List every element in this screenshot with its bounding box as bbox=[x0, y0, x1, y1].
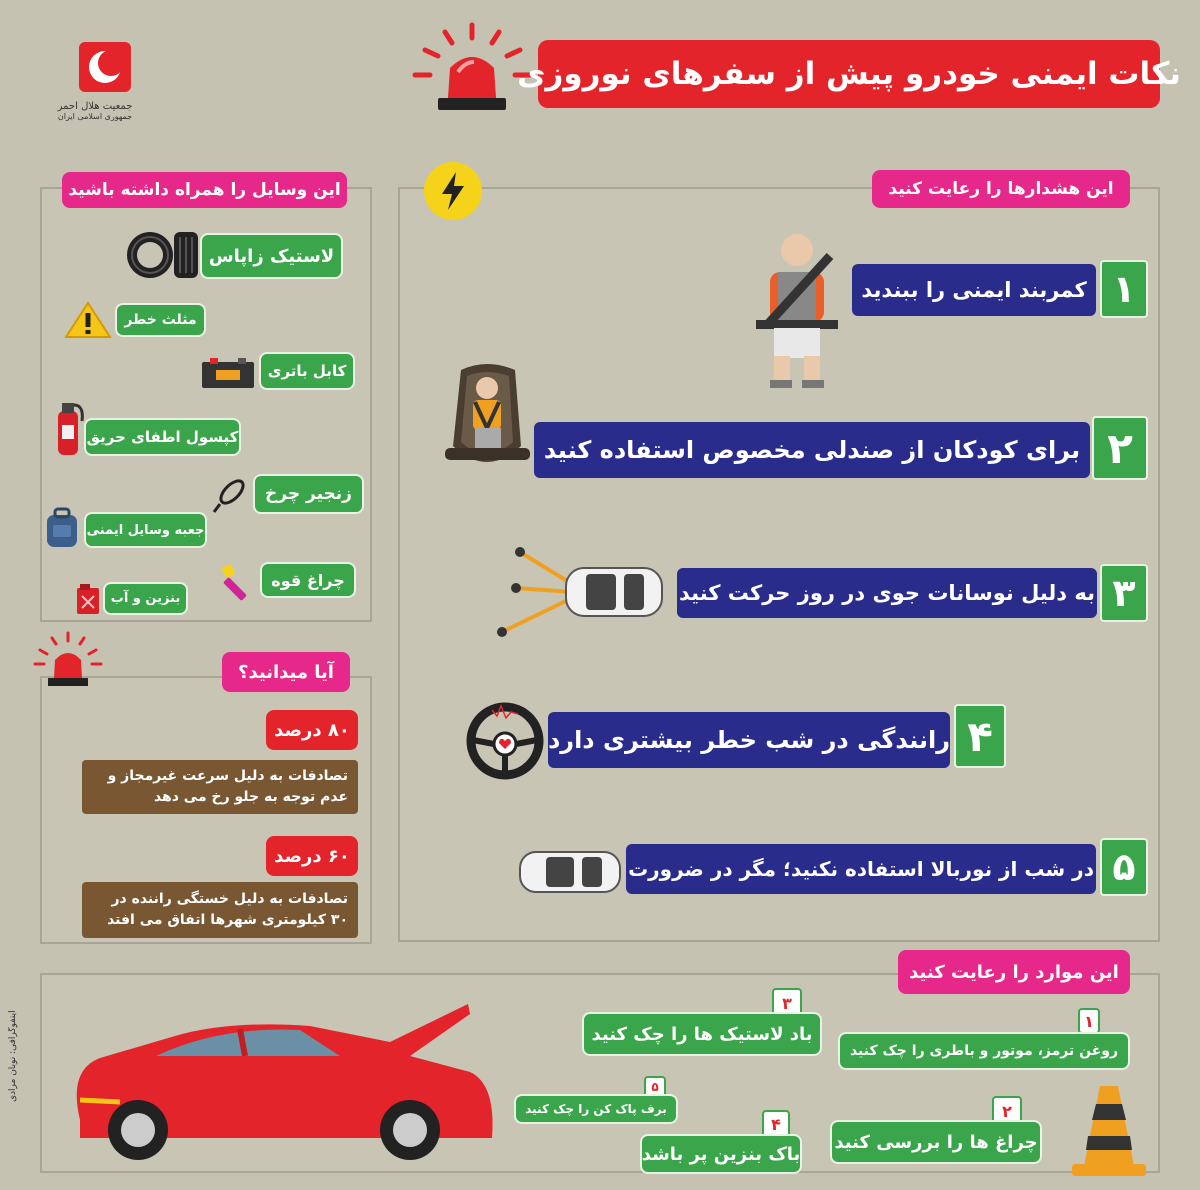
fact-1-text: تصادفات به دلیل سرعت غیرمجاز و عدم توجه به جلو رخ می دهد bbox=[82, 760, 358, 814]
fact-2-text: تصادفات به دلیل خستگی راننده در ۳۰ کیلومتری شهرها اتفاق می افتد bbox=[82, 882, 358, 938]
check-3-number: ۳ bbox=[772, 988, 802, 1018]
equipment-item-safety-kit: جعبه وسایل ایمنی bbox=[84, 512, 207, 548]
equipment-title: این وسایل را همراه داشته باشید bbox=[62, 172, 347, 208]
credit-text: اینفوگرافی: نوبان مرادی bbox=[8, 1010, 18, 1102]
equipment-item-wheel-chain: زنجیر چرخ bbox=[253, 474, 364, 514]
check-1-text: روغن ترمز، موتور و باطری را چک کنید bbox=[838, 1032, 1130, 1070]
warning-1-number: ۱ bbox=[1100, 260, 1148, 318]
warning-4-text: رانندگی در شب خطر بیشتری دارد bbox=[548, 712, 950, 768]
fire-extinguisher-icon bbox=[50, 395, 86, 457]
warnings-title: این هشدارها را رعایت کنید bbox=[872, 170, 1130, 208]
equipment-item-flashlight: چراغ قوه bbox=[260, 562, 356, 598]
warning-4-number: ۴ bbox=[954, 704, 1006, 768]
warning-5-text: در شب از نوربالا استفاده نکنید؛ مگر در ضرورت bbox=[626, 844, 1096, 894]
siren-icon-small bbox=[32, 630, 104, 688]
red-car-hood-open-icon bbox=[60, 1000, 500, 1170]
check-3-text: باد لاستیک ها را چک کنید bbox=[582, 1012, 822, 1056]
logo-text: جمعیت هلال احمر bbox=[57, 101, 133, 112]
chain-icon bbox=[210, 474, 252, 516]
warning-5-number: ۵ bbox=[1100, 838, 1148, 896]
check-4-text: باک بنزین پر باشد bbox=[640, 1134, 802, 1174]
did-you-know-title: آیا میدانید؟ bbox=[222, 652, 350, 692]
checks-title: این موارد را رعایت کنید bbox=[898, 950, 1130, 994]
equipment-item-battery-cable: کابل باتری bbox=[259, 352, 355, 390]
equipment-item-spare-tire: لاستیک زاپاس bbox=[200, 233, 343, 279]
equipment-item-warning-triangle: مثلث خطر bbox=[115, 303, 206, 337]
steering-wheel-icon bbox=[466, 702, 544, 780]
equipment-item-fire-extinguisher: کپسول اطفای حریق bbox=[84, 418, 241, 456]
check-2-text: چراغ ها را بررسی کنید bbox=[830, 1120, 1042, 1164]
lightning-icon bbox=[422, 160, 484, 222]
seatbelt-person-icon bbox=[752, 228, 842, 392]
check-5-number: ۵ bbox=[644, 1076, 666, 1098]
warning-3-number: ۳ bbox=[1100, 564, 1148, 622]
fuel-can-icon bbox=[74, 582, 102, 616]
warning-triangle-icon bbox=[64, 300, 112, 340]
warning-1-text: کمربند ایمنی را ببندید bbox=[852, 264, 1096, 316]
battery-icon bbox=[200, 356, 256, 390]
car-top-view-icon bbox=[518, 848, 624, 896]
check-1-number: ۱ bbox=[1078, 1008, 1100, 1034]
red-crescent-icon bbox=[75, 40, 135, 95]
car-headlights-icon bbox=[490, 540, 665, 645]
equipment-item-fuel-water: بنزین و آب bbox=[103, 582, 188, 615]
check-2-number: ۲ bbox=[992, 1096, 1022, 1126]
child-seat-icon bbox=[445, 362, 530, 480]
safety-bag-icon bbox=[43, 505, 81, 549]
tire-icon bbox=[124, 229, 202, 281]
fact-1-percent: ۸۰ درصد bbox=[266, 710, 358, 750]
check-4-number: ۴ bbox=[762, 1110, 790, 1138]
traffic-cone-icon bbox=[1068, 1082, 1150, 1182]
warning-2-text: برای کودکان از صندلی مخصوص استفاده کنید bbox=[534, 422, 1090, 478]
page-title: نکات ایمنی خودرو پیش از سفرهای نوروزی bbox=[538, 40, 1160, 108]
fact-2-percent: ۶۰ درصد bbox=[266, 836, 358, 876]
logo-subtext: جمهوری اسلامی ایران bbox=[57, 112, 133, 121]
warning-3-text: به دلیل نوسانات جوی در روز حرکت کنید bbox=[677, 568, 1097, 618]
flashlight-icon bbox=[217, 560, 259, 602]
check-5-text: برف پاک کن را چک کنید bbox=[514, 1094, 678, 1124]
warning-2-number: ۲ bbox=[1092, 416, 1148, 480]
logo bbox=[55, 40, 135, 140]
